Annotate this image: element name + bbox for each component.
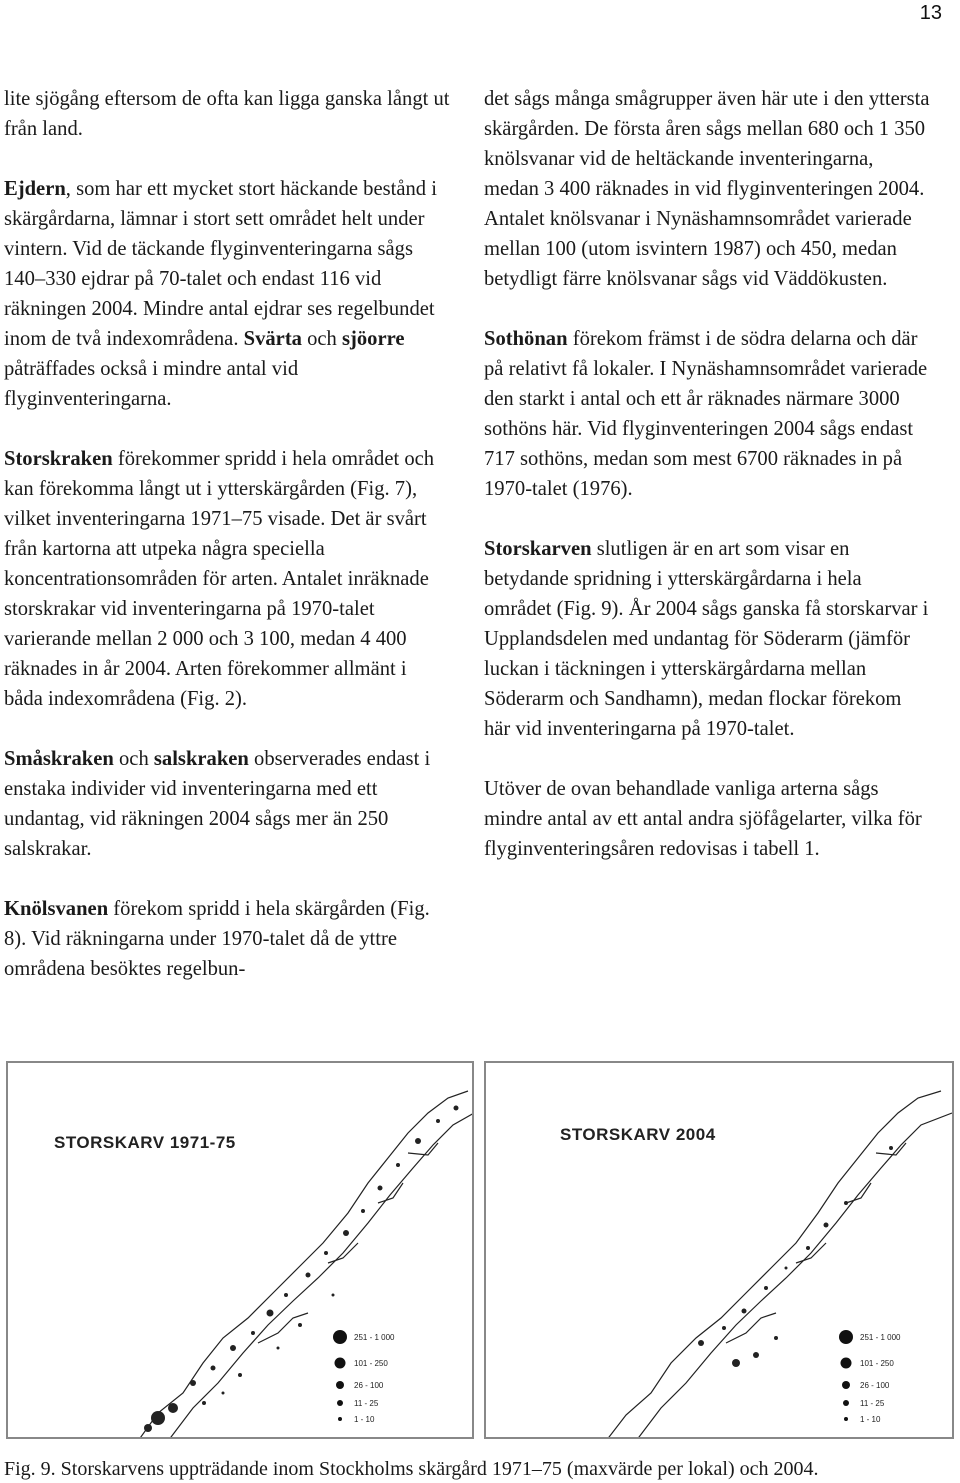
- paragraph-text: slutligen är en art som visar en betydande spridning i ytterskärgårdarna i hela området (Fig. 9). År 2004 sågs ganska få storskarvar i Upplandsdelen med undantag för Söderarm (jämför luckan i täckningen i ytterskärgårdarna mellan Söderarm och Sandhamn), medan flockar förekom här vid inventeringarna på 1970-talet.: [484, 538, 929, 740]
- paragraph-text: observerades endast i enstaka individer vid inventeringarna med ett undantag, vid räkningen 2004 sågs mer än 250 salskrakar.: [4, 748, 431, 860]
- legend-label-1-2004: 251 - 1 000: [860, 1333, 901, 1342]
- map-1971-75: [6, 1061, 474, 1439]
- paragraph-text: Utöver de ovan behandlade vanliga arterna sågs mindre antal av ett antal andra sjöfågelarter, vilka för flyginventeringsåren redovisas i tabell 1.: [484, 778, 922, 860]
- bold-term: Storskarven: [484, 538, 592, 560]
- paragraph-text: , som har ett mycket stort häckande bestånd i skärgårdarna, lämnar i stort sett området helt under vintern. Vid de täckande flyginventeringarna sågs 140–330 ejdrar på 70-talet och endast 116 vid räkningen 2004. Mindre antal ejdrar ses regelbundet inom de två indexområdena.: [4, 178, 437, 350]
- paragraph-text: och: [301, 328, 342, 350]
- legend-label-3-2004: 26 - 100: [860, 1381, 890, 1390]
- left-column: [4, 84, 450, 1014]
- paragraph: [484, 84, 932, 294]
- bold-term: salskraken: [153, 748, 249, 770]
- paragraph: [4, 444, 450, 714]
- paragraph: [4, 174, 450, 414]
- legend-label-3: 26 - 100: [354, 1381, 384, 1390]
- legend-label-2: 101 - 250: [354, 1359, 388, 1368]
- bold-term: Ejdern: [4, 178, 66, 200]
- bold-term: Knölsvanen: [4, 898, 109, 920]
- figure-maps: [6, 1061, 954, 1439]
- paragraph: [4, 744, 450, 864]
- bold-term: Småskraken: [4, 748, 114, 770]
- paragraph-text: påträffades också i mindre antal vid flyginventeringarna.: [4, 358, 299, 410]
- paragraph-text: det sågs många smågrupper även här ute i den yttersta skärgården. De första åren sågs mellan 680 och 1 350 knölsvanar vid de heltäckande inventeringarna, medan 3 400 räknades in vid flyginventeringen 2004. Antalet knölsvanar i Nynäshamnsområdet varierade mellan 100 (utom isvintern 1987) och 450, medan betydligt färre knölsvanar sågs vid Väddökusten.: [484, 88, 930, 290]
- paragraph-text: förekom spridd i hela skärgården (Fig. 8). Vid räkningarna under 1970-talet då de yttre områdena besöktes regelbun-: [4, 898, 430, 980]
- page-number: 13: [919, 2, 942, 24]
- paragraph-text: förekom främst i de södra delarna och där på relativt få lokaler. I Nynäshamnsområdet varierade den starkt i antal och ett år räknades närmare 3000 sothöns här. Vid flyginventeringen 2004 sågs endast 717 sothöns, medan som mest 6700 räknades in på 1970-talet (1976).: [484, 328, 928, 500]
- paragraph-text: förekommer spridd i hela området och kan förekomma långt ut i ytterskärgården (Fig. 7), vilket inventeringarna 1971–75 visade. Det är svårt från kartorna att utpeka några speciella koncentrationsområden för arten. Antalet inräknade storskrakar vid inventeringarna på 1970-talet varierande mellan 2 000 och 3 100, medan 4 400 räknades in år 2004. Arten förekommer allmänt i båda indexområdena (Fig. 2).: [4, 448, 435, 710]
- bold-term: Sothönan: [484, 328, 568, 350]
- paragraph: [484, 534, 932, 744]
- bold-term: Svärta: [243, 328, 302, 350]
- right-column: [484, 84, 932, 894]
- map-2004: [484, 1061, 954, 1439]
- paragraph: [4, 84, 450, 144]
- map-1971-75-graphic: [8, 1063, 474, 1439]
- bold-term: Storskraken: [4, 448, 113, 470]
- legend-label-4-2004: 11 - 25: [860, 1399, 885, 1408]
- paragraph-text: och: [113, 748, 154, 770]
- paragraph: [484, 774, 932, 864]
- bold-term: sjöorre: [342, 328, 405, 350]
- figure-caption: Fig. 9. Storskarvens uppträdande inom Stockholms skärgård 1971–75 (maxvärde per lokal) och 2004.: [4, 1458, 819, 1480]
- paragraph-text: lite sjögång eftersom de ofta kan ligga ganska långt ut från land.: [4, 88, 450, 140]
- paragraph: [484, 324, 932, 504]
- legend-label-5: 1 - 10: [354, 1415, 375, 1424]
- legend-label-1: 251 - 1 000: [354, 1333, 395, 1342]
- map-title-2004: STORSKARV 2004: [560, 1125, 716, 1144]
- legend-label-5-2004: 1 - 10: [860, 1415, 881, 1424]
- paragraph: [4, 894, 450, 984]
- legend-label-4: 11 - 25: [354, 1399, 379, 1408]
- map-2004-graphic: [486, 1063, 954, 1439]
- map-title-1971-75: STORSKARV 1971-75: [54, 1133, 236, 1152]
- legend-label-2-2004: 101 - 250: [860, 1359, 894, 1368]
